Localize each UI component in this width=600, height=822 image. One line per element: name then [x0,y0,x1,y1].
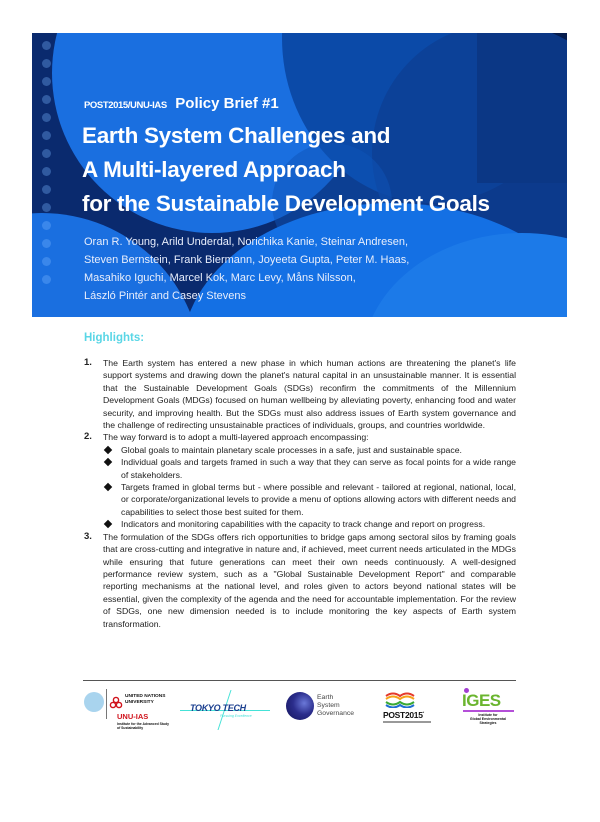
highlight-item [84,357,516,431]
highlight-item [84,431,516,530]
item-number: 3. [84,530,92,542]
bullet-list [103,444,516,531]
partner-logos [0,686,600,746]
diamond-bullet-icon [104,483,112,491]
esg-logo-text: Earth System Governance [317,694,355,717]
diamond-bullet-icon [104,520,112,528]
author-line: Masahiko Iguchi, Marcel Kok, Marc Levy, Måns Nilsson, [84,272,356,284]
logo-separator [106,689,107,719]
iges-logo: IGES [462,691,501,710]
series-title: Policy Brief #1 [175,95,279,112]
title-line: for the Sustainable Development Goals [82,191,490,216]
highlight-item [84,531,516,630]
bullet-item [103,518,516,530]
item-text: The Earth system has entered a new phase in which human actions are threatening the planet's life support systems and drawing down the planet's natural capital in an unsustainable manner. It is essential that the Sustainable Development Goals (SDGs) reconfirm the commitments of the Millennium Development Goals (MDGs) focused on human wellbeing by alleviating poverty, enhancing food and water security, and improving health. But the SDGs must also address issues of Earth system governance and the challenge of redirecting unsustainable practices of individuals, groups, and countries worldwide. [103,358,516,431]
highlights-list [84,357,516,630]
post2015-logo: POST2015* [383,710,424,720]
document-title [82,119,490,221]
bullet-item [103,444,516,456]
esg-globe-icon [286,692,314,720]
unu-ias-subtitle: Institute for the Advanced Study of Sustainability [117,722,170,730]
post2015-subtitle-line [383,721,431,723]
bullet-text: Targets framed in global terms but - where possible and relevant - tailored at regional, national, local, or corporate/organizational levels to provide a menu of options allowing actors with different needs and capabilities to select those best suited for them. [121,482,516,517]
tokyo-tech-logo: TOKYO TECH [190,703,246,713]
cover-banner [32,33,567,317]
author-list [84,233,409,305]
item-number: 2. [84,431,92,443]
bullet-item [103,456,516,481]
series-label [84,95,279,113]
iges-underline [463,710,514,712]
bullet-text: Individual goals and targets framed in such a way that they can serve as focal points for a wide range of stakeholders. [121,457,516,480]
item-number: 1. [84,357,92,368]
unu-logo-icon [109,696,123,710]
diamond-bullet-icon [104,446,112,454]
title-line: Earth System Challenges and [82,123,391,148]
title-line: A Multi-layered Approach [82,157,346,182]
tokyo-tech-tagline: Pursuing Excellence [220,714,252,718]
post2015-mark-icon [384,692,416,708]
diamond-bullet-icon [104,458,112,466]
item-text: The formulation of the SDGs offers rich opportunities to bridge gaps among sectoral silos by framing goals that are cross-cutting and integrative in nature and, if achieved, meet current needs articulated in the MDGs while ensuring that future generations can meet their own needs continuously. A well-designed performance review system, such as a "Global Sustainable Development Report" and comparable reporting mechanisms at the national level, and roles given to actors beyond national states will be essential, given the complexity of the agenda and the need for accountable implementation. For the review of SDGs, one new dimension needed is to include monitoring the key aspects of Earth system transformation. [103,531,516,629]
footer-divider [83,680,516,681]
bullet-item [103,481,516,518]
un-emblem-icon [84,692,104,712]
unu-ias-name: UNU-IAS [117,712,149,721]
author-line: László Pintér and Casey Stevens [84,290,247,302]
author-line: Steven Bernstein, Frank Biermann, Joyeeta Gupta, Peter M. Haas, [84,254,410,266]
unu-name: UNITED NATIONS UNIVERSITY [125,694,166,705]
iges-subtitle: Institute for Global Environmental Strategies [469,713,507,725]
bullet-text: Indicators and monitoring capabilities with the capacity to track change and report on progress. [121,519,486,530]
series-prefix: POST2015/UNU-IAS [84,100,167,111]
author-line: Oran R. Young, Arild Underdal, Norichika Kanie, Steinar Andresen, [84,236,409,248]
item-text: The way forward is to adopt a multi-layered approach encompassing: [103,432,369,443]
highlights-heading: Highlights: [84,332,145,344]
bullet-text: Global goals to maintain planetary scale processes in a safe, just and sustainable space. [121,444,462,455]
